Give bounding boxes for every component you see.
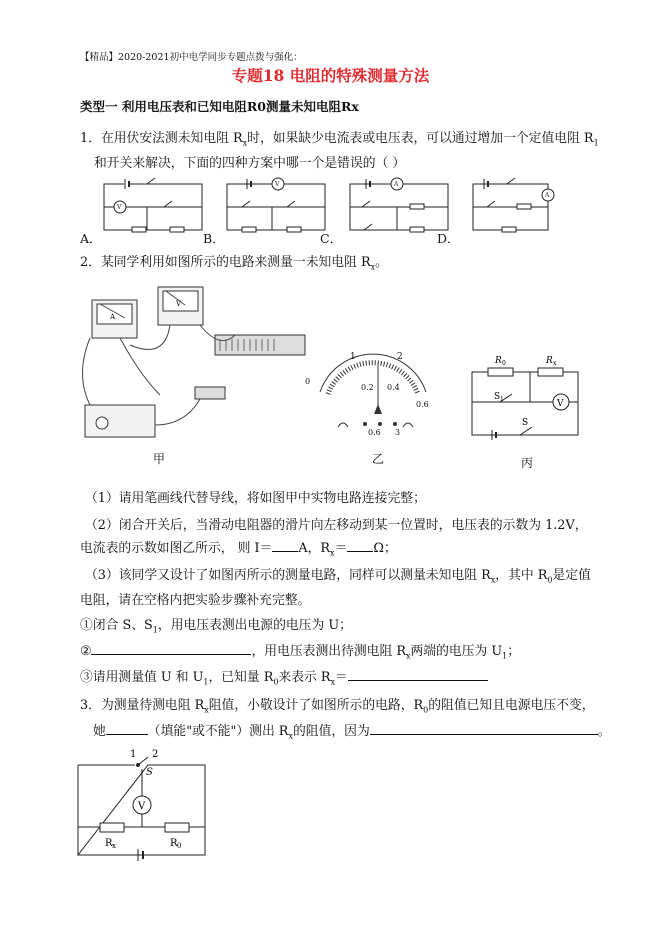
rx-expression-blank[interactable] xyxy=(348,668,488,681)
q2-step2: ② ，用电压表测出待测电阻 $R_x$两端的电压为 $U_1$； xyxy=(80,644,520,661)
meter-tick-04: 0.4 xyxy=(387,383,400,392)
meter-tick-02: 0.2 xyxy=(361,383,374,392)
option-d: D． xyxy=(437,231,460,246)
figure-label-bing: 丙 xyxy=(521,456,534,470)
svg-text:R: R xyxy=(546,356,553,366)
svg-text:A: A xyxy=(394,181,399,188)
q3-line2: 她 （填能"或不能"）测出 $R_x$的阻值，因为 。 xyxy=(93,724,611,741)
switch-terminal-1: 1 xyxy=(130,749,137,760)
q2-part3-cont: 电阻，请在空格内把实验步骤补充完整。 xyxy=(80,593,311,608)
rx-label: R xyxy=(105,838,113,849)
figure-yi-ammeter xyxy=(308,352,438,437)
switch-terminal-2: 2 xyxy=(152,749,159,760)
svg-text:R: R xyxy=(495,356,502,366)
svg-text:S: S xyxy=(522,418,529,428)
q3-line1: 3．为测量待测电阻 $R_x$阻值，小敬设计了如图所示的电路，$R_0$的阻值已知且电源电压不变， xyxy=(80,698,595,715)
svg-text:1: 1 xyxy=(500,396,504,403)
q3-circuit-diagram xyxy=(70,745,220,863)
meter-tick-0: 0 xyxy=(305,377,311,386)
meter-term-3: 3 xyxy=(395,428,401,437)
figure-label-jia: 甲 xyxy=(153,452,166,466)
rx-sub-label: x xyxy=(112,842,116,850)
current-blank[interactable] xyxy=(272,539,298,552)
svg-text:V: V xyxy=(117,204,122,211)
meter-term-06: 0.6 xyxy=(368,428,381,437)
q2-part2-answer: 电流表的示数如图乙所示， 则 I＝ A，$R_x= \Omega$； xyxy=(80,541,397,558)
svg-text:V: V xyxy=(557,399,564,409)
can-or-cannot-blank[interactable] xyxy=(106,722,148,735)
svg-text:A: A xyxy=(545,192,550,199)
figure-bing-circuit xyxy=(460,350,590,445)
r0-label: R xyxy=(170,838,178,849)
q1-line2: 和开关来解决，下面的四种方案中哪一个是错误的（ ） xyxy=(94,156,406,171)
reason-blank[interactable] xyxy=(370,722,598,735)
page-title: 专题18 电阻的特殊测量方法 xyxy=(231,66,430,85)
r0-sub-label: 0 xyxy=(177,842,182,850)
svg-text:x: x xyxy=(553,360,557,367)
page-header: 【精品】2020-2021初中电学同步专题点拨与强化： xyxy=(80,52,303,63)
voltmeter-label: V xyxy=(138,801,146,812)
figure-label-yi: 乙 xyxy=(372,452,385,466)
q2-intro: 2．某同学利用如图所示的电路来测量一未知电阻 $R_x$。 xyxy=(80,255,388,272)
resistance-blank[interactable] xyxy=(347,539,373,552)
q2-part3: （3）该同学又设计了如图丙所示的测量电路，同样可以测量未知电阻 $R_x$，其中 $R_0$是定值 xyxy=(85,568,591,585)
step2-blank[interactable] xyxy=(91,642,251,655)
q2-step1: ①闭合 S、$S_1$，用电压表测出电源的电压为 U； xyxy=(80,618,352,635)
option-a: A． xyxy=(80,231,102,246)
meter-tick-2: 2 xyxy=(397,352,403,362)
option-c: C． xyxy=(320,231,343,246)
q2-part2: （2）闭合开关后，当滑动电阻器的滑片向左移动到某一位置时，电压表的示数为 1.2V， xyxy=(85,518,588,533)
svg-text:0: 0 xyxy=(502,360,506,367)
section-heading: 类型一 利用电压表和已知电阻R0测量未知电阻Rx xyxy=(80,99,359,114)
meter-tick-06: 0.6 xyxy=(416,400,429,409)
svg-text:A: A xyxy=(110,313,116,321)
q1-line1: 1．在用伏安法测未知电阻 $R_x$时，如果缺少电流表或电压表，可以通过增加一个定值电阻 $R_1$ xyxy=(80,131,599,148)
switch-label: S xyxy=(146,767,153,778)
meter-tick-1: 1 xyxy=(350,352,356,362)
q2-part1: （1）请用笔画线代替导线，将如图甲中实物电路连接完整； xyxy=(85,491,426,506)
svg-text:V: V xyxy=(275,181,280,188)
svg-text:S: S xyxy=(494,392,501,402)
svg-text:V: V xyxy=(176,300,182,308)
figure-jia-apparatus xyxy=(70,275,310,450)
option-b: B． xyxy=(203,231,225,246)
q2-step3: ③请用测量值 U 和 $U_1$，已知量 $R_0$来表示 $R_x=$ xyxy=(80,666,488,687)
